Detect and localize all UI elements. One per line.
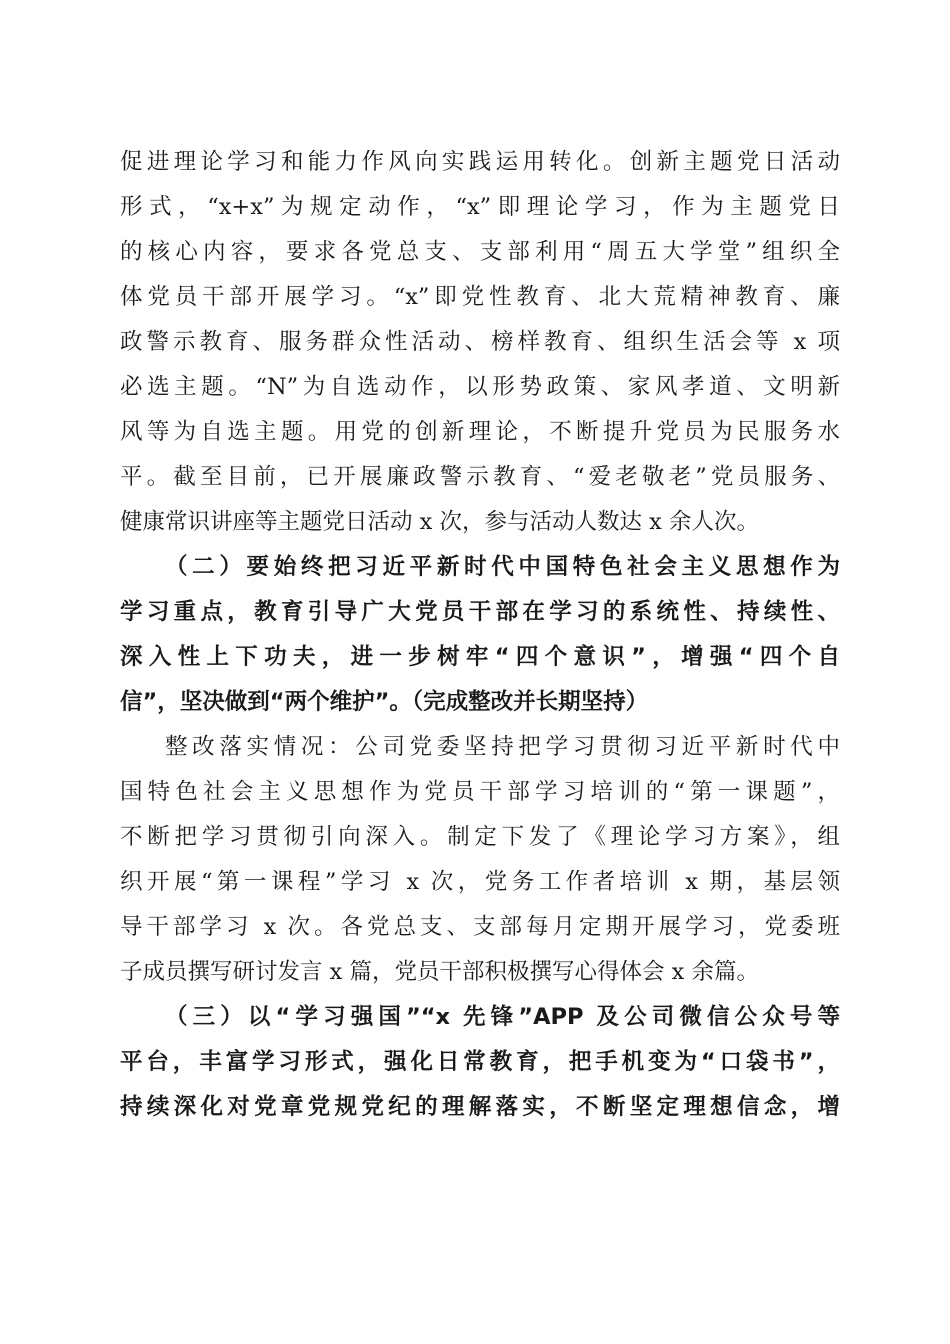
paragraph-line: 导干部学习 x 次。各党总支、支部每月定期开展学习，党委班 — [120, 914, 840, 940]
paragraph-line: 子成员撰写研讨发言 x 篇，党员干部积极撰写心得体会 x 余篇。 — [120, 959, 759, 985]
paragraph-1 — [120, 140, 840, 545]
heading-line: 学习重点，教育引导广大党员干部在学习的系统性、持续性、 — [120, 599, 840, 625]
heading-line: 平台，丰富学习形式，强化日常教育，把手机变为“口袋书”， — [120, 1049, 840, 1075]
paragraph-line: 促进理论学习和能力作风向实践运用转化。创新主题党日活动 — [120, 149, 840, 175]
paragraph-line: 体党员干部开展学习。“x”即党性教育、北大荒精神教育、廉 — [120, 284, 840, 310]
section-heading-2 — [120, 545, 840, 725]
paragraph-line: 织开展“第一课程”学习 x 次，党务工作者培训 x 期，基层领 — [120, 869, 840, 895]
paragraph-line: 平。截至目前，已开展廉政警示教育、“爱老敬老”党员服务、 — [120, 464, 840, 490]
heading-line: 深入性上下功夫，进一步树牢“四个意识”，增强“四个自 — [120, 644, 840, 670]
document-body — [120, 140, 840, 1130]
heading-line: （二）要始终把习近平新时代中国特色社会主义思想作为 — [165, 554, 840, 580]
heading-line: （三）以“学习强国”“x 先锋”APP 及公司微信公众号等 — [165, 1004, 840, 1030]
heading-line: 信”，坚决做到“两个维护”。（完成整改并长期坚持） — [120, 689, 649, 715]
paragraph-rectification — [120, 725, 840, 995]
paragraph-line: 国特色社会主义思想作为党员干部学习培训的“第一课题”， — [120, 779, 840, 805]
paragraph-line: 健康常识讲座等主题党日活动 x 次，参与活动人数达 x 余人次。 — [120, 509, 759, 535]
section-heading-3 — [120, 995, 840, 1130]
paragraph-line: 形式，“x+x”为规定动作，“x”即理论学习，作为主题党日 — [120, 194, 840, 220]
paragraph-line: 不断把学习贯彻引向深入。制定下发了《理论学习方案》，组 — [120, 824, 840, 850]
paragraph-line: 的核心内容，要求各党总支、支部利用“周五大学堂”组织全 — [120, 239, 840, 265]
paragraph-line: 风等为自选主题。用党的创新理论，不断提升党员为民服务水 — [120, 419, 840, 445]
paragraph-line: 政警示教育、服务群众性活动、榜样教育、组织生活会等 x 项 — [120, 329, 840, 355]
heading-line: 持续深化对党章党规党纪的理解落实，不断坚定理想信念，增 — [120, 1094, 840, 1120]
paragraph-line: 整改落实情况：公司党委坚持把学习贯彻习近平新时代中 — [165, 734, 840, 760]
paragraph-line: 必选主题。“N”为自选动作，以形势政策、家风孝道、文明新 — [120, 374, 840, 400]
